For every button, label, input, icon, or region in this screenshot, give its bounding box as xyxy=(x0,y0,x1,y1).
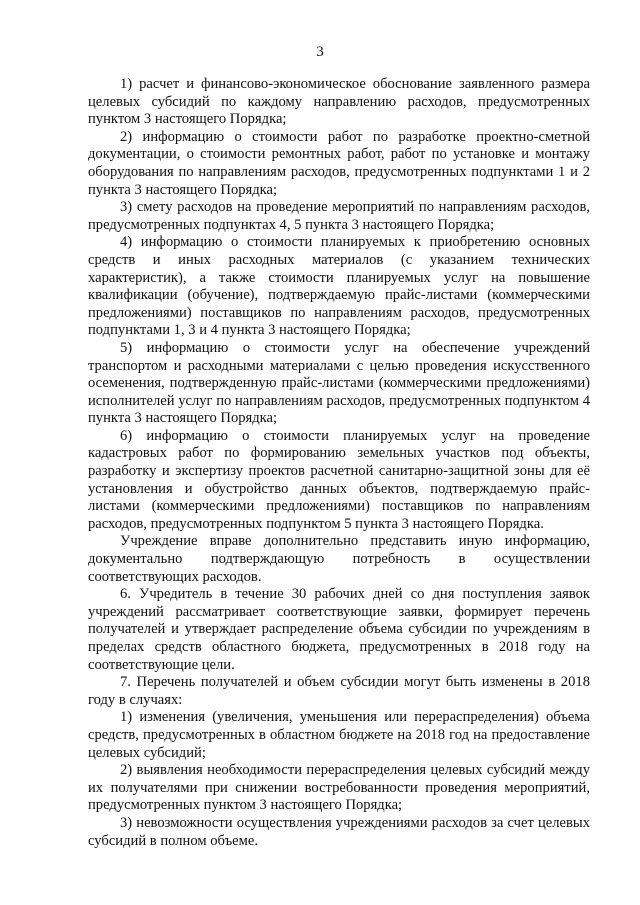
document-body xyxy=(88,76,590,850)
paragraph-case-2: 2) выявления необходимости перераспределения целевых субсидий между их получателями при снижении востребованности проведения мероприятий, предусмотренных пунктом 3 настоящего Порядка; xyxy=(88,762,590,814)
paragraph-section-7: 7. Перечень получателей и объем субсидии могут быть изменены в 2018 году в случаях: xyxy=(88,674,590,708)
paragraph-item-5-transport-services: 5) информацию о стоимости услуг на обеспечение учреждений транспортом и расходными материалами с целью проведения искусственного осеменения, подтвержденную прайс-листами (коммерческими предложениями) исполнителей услуг по направлениям расходов, предусмотренных подпунктом 4 пункта 3 настоящего Порядка; xyxy=(88,339,590,427)
page-number: 3 xyxy=(316,44,324,60)
paragraph-item-3-cost-estimate: 3) смету расходов на проведение мероприятий по направлениям расходов, предусмотренных подпунктах 4, 5 пункта 3 настоящего Порядка; xyxy=(88,199,590,233)
paragraph-additional-info: Учреждение вправе дополнительно представить иную информацию, документально подтверждающую потребность в осуществлении соответствующих расходов. xyxy=(88,533,590,585)
paragraph-section-6: 6. Учредитель в течение 30 рабочих дней со дня поступления заявок учреждений рассматривает соответствующие заявки, формирует перечень получателей и утверждает распределение объема субсидии по учреждениям в пределах средств областного бюджета, предусмотренных в 2018 году на соответствующие цели. xyxy=(88,586,590,673)
paragraph-case-1: 1) изменения (увеличения, уменьшения или перераспределения) объема средств, предусмотренных в областном бюджете на 2018 год на предоставление целевых субсидий; xyxy=(88,709,590,761)
paragraph-item-1-calculation: 1) расчет и финансово-экономическое обоснование заявленного размера целевых субсидий по каждому направлению расходов, предусмотренных пунктом 3 настоящего Порядка; xyxy=(88,76,590,128)
paragraph-item-4-fixed-assets: 4) информацию о стоимости планируемых к приобретению основных средств и иных расходных материалов (с указанием технических характеристик), а также стоимости планируемых услуг на повышение квалификации (обучение), подтверждаемую прайс-листами (коммерческими предложениями) поставщиков по направлениям расходов, предусмотренных подпунктами 1, 3 и 4 пункта 3 настоящего Порядка; xyxy=(88,234,590,339)
paragraph-case-3: 3) невозможности осуществления учреждениями расходов за счет целевых субсидий в полном объеме. xyxy=(88,814,590,849)
paragraph-item-2-design-cost: 2) информацию о стоимости работ по разработке проектно-сметной документации, о стоимости ремонтных работ, работ по установке и монтажу оборудования по направлениям расходов, предусмотренных подпунктами 1 и 2 пункта 3 настоящего Порядка; xyxy=(88,128,590,198)
paragraph-item-6-cadastral-works: 6) информацию о стоимости планируемых услуг на проведение кадастровых работ по формированию земельных участков под объекты, разработку и экспертизу проектов расчетной санитарно-защитной зоны для её установления и обустройство данных объектов, подтверждаемую прайс-листами (коммерческими предложениями) поставщиков по направлениям расходов, предусмотренных подпунктом 5 пункта 3 настоящего Порядка. xyxy=(88,427,590,532)
